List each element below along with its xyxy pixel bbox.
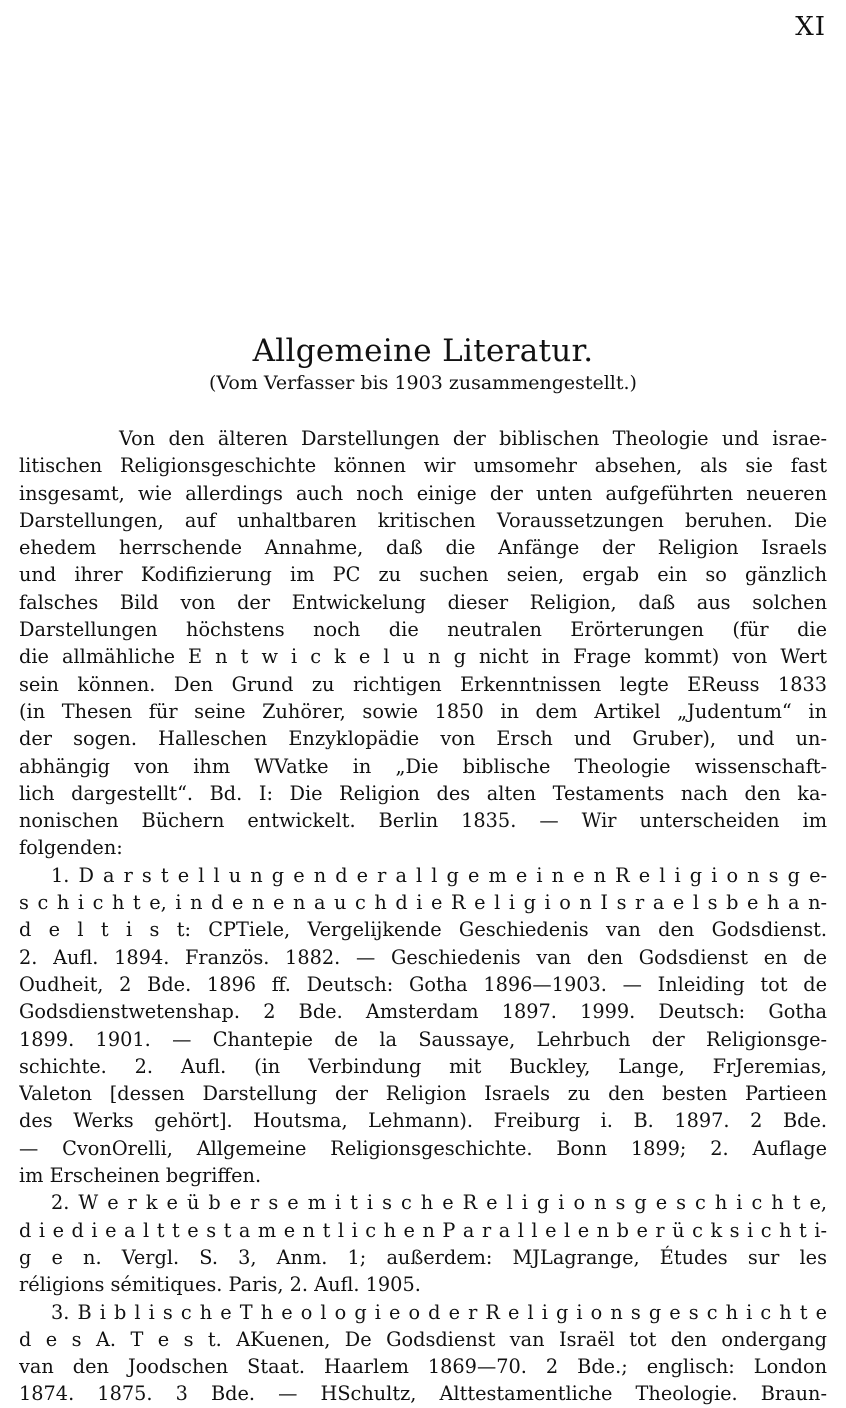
text-line: 1899. 1901. — Chantepie de la Saussaye, Lehrbuch der Religionsge- [19,1027,827,1051]
text-line: Darstellungen, auf unhaltbaren kritischen Voraussetzungen beruhen. Die [19,508,827,532]
text-line: im Erscheinen begriffen. [19,1164,262,1188]
text-line: lich dargestellt“. Bd. I: Die Religion des alten Testaments nach den ka- [19,781,827,805]
text-line: van den Joodschen Staat. Haarlem 1869—70. 2 Bde.; englisch: London [19,1355,827,1379]
text-line: Oudheit, 2 Bde. 1896 ff. Deutsch: Gotha 1896—1903. — Inleiding tot de [19,972,827,996]
text-line: d e s A. T e s t. AKuenen, De Godsdienst van Israël tot den ondergang [19,1327,827,1351]
text-line: folgenden: [19,836,123,860]
text-line: die allmähliche E n t w i c k e l u n g nicht in Frage kommt) von Wert [19,645,827,669]
text-line: abhängig von ihm WVatke in „Die biblische Theologie wissenschaft- [19,754,827,778]
text-line: 2. W e r k e ü b e r s e m i t i s c h e R e l i g i o n s g e s c h i c h t e, [51,1191,827,1215]
section-subheading: (Vom Verfasser bis 1903 zusammengestellt.) [209,372,637,394]
text-line: ehedem herrschende Annahme, daß die Anfänge der Religion Israels [19,536,827,560]
text-line: der sogen. Halleschen Enzyklopädie von Ersch und Gruber), und un- [19,727,827,751]
text-line: falsches Bild von der Entwickelung dieser Religion, daß aus solchen [19,590,827,614]
text-line: — CvonOrelli, Allgemeine Religionsgeschichte. Bonn 1899; 2. Auflage [19,1136,827,1160]
text-line: nonischen Büchern entwickelt. Berlin 1835. — Wir unterscheiden im [19,809,827,833]
body-text [19,425,827,1408]
text-line: des Werks gehört]. Houtsma, Lehmann). Freiburg i. B. 1897. 2 Bde. [19,1109,827,1133]
text-line: Von den älteren Darstellungen der biblischen Theologie und israe- [119,427,827,450]
text-line: s c h i c h t e, i n d e n e n a u c h d i e R e l i g i o n I s r a e l s b e h a n- [19,891,827,915]
text-line: d i e d i e a l t t e s t a m e n t l i c h e n P a r a l l e l e n b e r ü c k s i c h t i- [19,1218,827,1242]
text-line: 1. D a r s t e l l u n g e n d e r a l l g e m e i n e n R e l i g i o n s g e- [51,863,827,887]
text-line: Darstellungen höchstens noch die neutralen Erörterungen (für die [19,618,827,642]
text-line: réligions sémitiques. Paris, 2. Aufl. 1905. [19,1273,421,1297]
text-line: Godsdienstwetenshap. 2 Bde. Amsterdam 1897. 1999. Deutsch: Gotha [19,1000,827,1024]
text-line: g e n. Vergl. S. 3, Anm. 1; außerdem: MJLagrange, Études sur les [19,1245,827,1269]
text-line: d e l t i s t: CPTiele, Vergelijkende Geschiedenis van den Godsdienst. [19,918,827,942]
text-line: litischen Religionsgeschichte können wir umsomehr absehen, als sie fast [19,454,827,478]
text-line: (in Thesen für seine Zuhörer, sowie 1850 in dem Artikel „Judentum“ in [19,699,827,723]
text-line: 2. Aufl. 1894. Französ. 1882. — Geschiedenis van den Godsdienst en de [19,945,827,969]
text-line: sein können. Den Grund zu richtigen Erkenntnissen legte EReuss 1833 [19,672,827,696]
text-line: 3. B i b l i s c h e T h e o l o g i e o d e r R e l i g i o n s g e s c h i c h t e [51,1300,827,1324]
text-line: schichte. 2. Aufl. (in Verbindung mit Buckley, Lange, FrJeremias, [19,1054,827,1078]
text-line: und ihrer Kodifizierung im PC zu suchen seien, ergab ein so gänzlich [19,563,827,587]
page-number: XI [795,12,826,42]
text-line: 1874. 1875. 3 Bde. — HSchultz, Alttestamentliche Theologie. Braun- [19,1382,827,1406]
text-line: Valeton [dessen Darstellung der Religion Israels zu den besten Partieen [19,1082,827,1106]
section-heading: Allgemeine Literatur. [252,333,594,369]
text-line: insgesamt, wie allerdings auch noch einige der unten aufgeführten neueren [19,481,827,505]
